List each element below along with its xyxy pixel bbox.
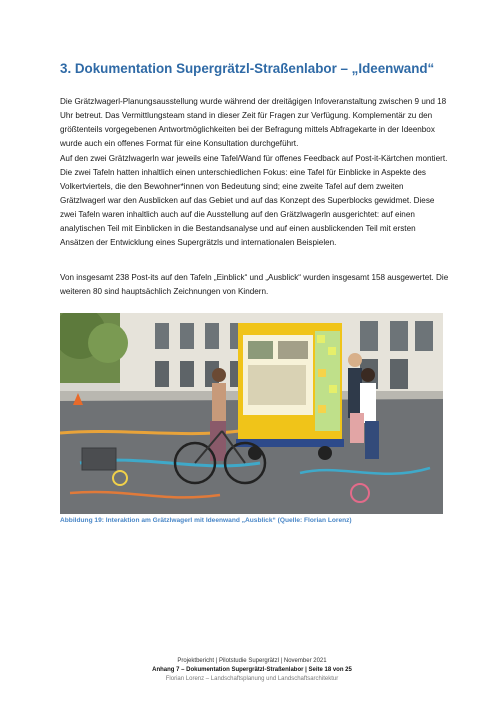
paragraph-intro: Die Grätzlwagerl-Planungsausstellung wurde während der dreitägigen Infoveranstaltung zwischen 9 und 18 Uhr betreut. Das Vermittlungsteam stand in dieser Zeit für Fragen zur Verfügung. Komplementär zu den größtenteils vorgegebenen Antwortmöglichkeiten bei der Befragung mittels Abfragekarte in der Ideenbox wurde auch ein offenes Format für eine Konsultation durchgeführt. [60,97,447,148]
paragraph-post-it-count: Von insgesamt 238 Post-its auf den Tafeln „Einblick“ und „Ausblick“ wurden insgesamt 158 ausgewertet. Die weiteren 80 sind hauptsächlich Zeichnungen von Kindern. [60,273,449,296]
footer-author-line: Florian Lorenz – Landschaftsplanung und Landschaftsarchitektur [165,676,339,682]
footer-report-line: Projektbericht | Pilotstudie Supergrätzl | November 2021 [177,658,327,664]
figure-caption: Abbildung 19: Interaktion am Grätzlwagerl mit Ideenwand „Ausblick“ (Quelle: Florian Lorenz) [60,517,352,524]
paragraph-feedback-boards: Auf den zwei Grätzlwagerln war jeweils eine Tafel/Wand für offenes Feedback auf Post-it-Kärtchen montiert. Die zwei Tafeln hatten inhaltlich einen unterschiedlichen Fokus: eine Tafel für Einblicke in Aspekte des Volkertviertels, die den Bewohner*innen von Bedeutung sind; eine zweite Tafel auf dem zweiten Grätzlwagerl war den Ausblicken auf das Gebiet und auf das Konzept des Superblocks gewidmet. Diese zwei Tafeln waren inhaltlich auch auf die Ausstellung auf den Grätzlwagerln ausgerichtet: auf einen analytischen Teil mit Einblicken in die Bestandsanalyse und auf einen ausblickenden Teil mit ersten Ansätzen der Entwicklung eines Supergrätzls und internationalen Beispielen. [60,154,448,247]
section-heading: 3. Dokumentation Supergrätzl-Straßenlabor – „Ideenwand“ [60,61,435,76]
street-lab-photo [60,313,443,514]
footer-appendix-line: Anhang 7 – Dokumentation Supergrätzl-Straßenlabor | Seite 18 von 25 [152,667,352,673]
